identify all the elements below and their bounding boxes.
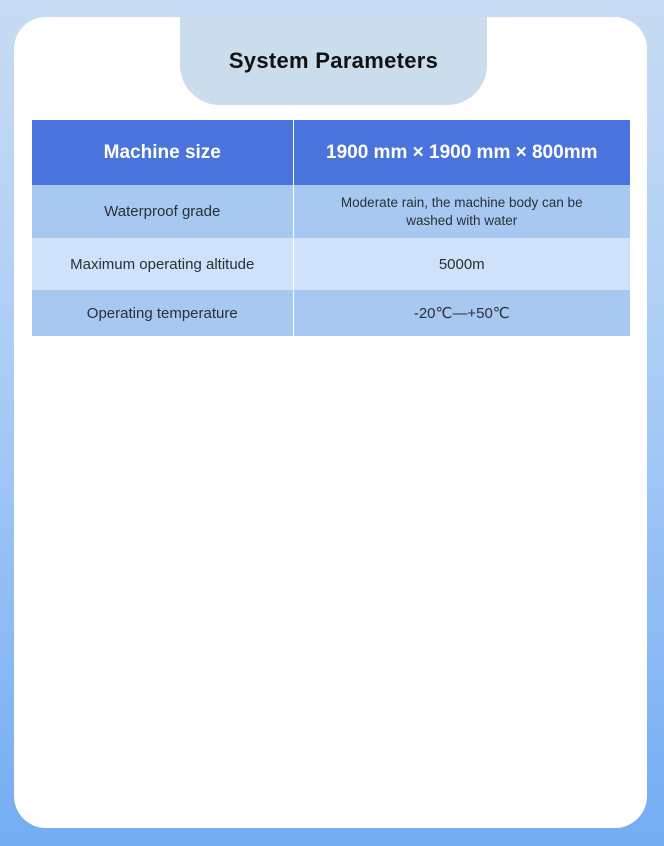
table-header-row	[32, 120, 630, 185]
row-label-cell: Waterproof grade	[32, 185, 293, 238]
table-row	[32, 290, 630, 336]
row-value-cell: 5000m	[293, 238, 630, 290]
header-value-cell: 1900 mm × 1900 mm × 800mm	[293, 120, 630, 185]
title-tab	[180, 17, 487, 105]
table-row	[32, 238, 630, 290]
system-parameters-table	[32, 120, 630, 336]
row-value-cell: -20℃—+50℃	[293, 290, 630, 336]
row-value-cell: Moderate rain, the machine body can be washed with water	[293, 185, 630, 238]
row-label-cell: Maximum operating altitude	[32, 238, 293, 290]
page-title: System Parameters	[228, 48, 439, 73]
row-label-cell: Operating temperature	[32, 290, 293, 336]
header-label-cell: Machine size	[32, 120, 293, 185]
table-row	[32, 185, 630, 238]
